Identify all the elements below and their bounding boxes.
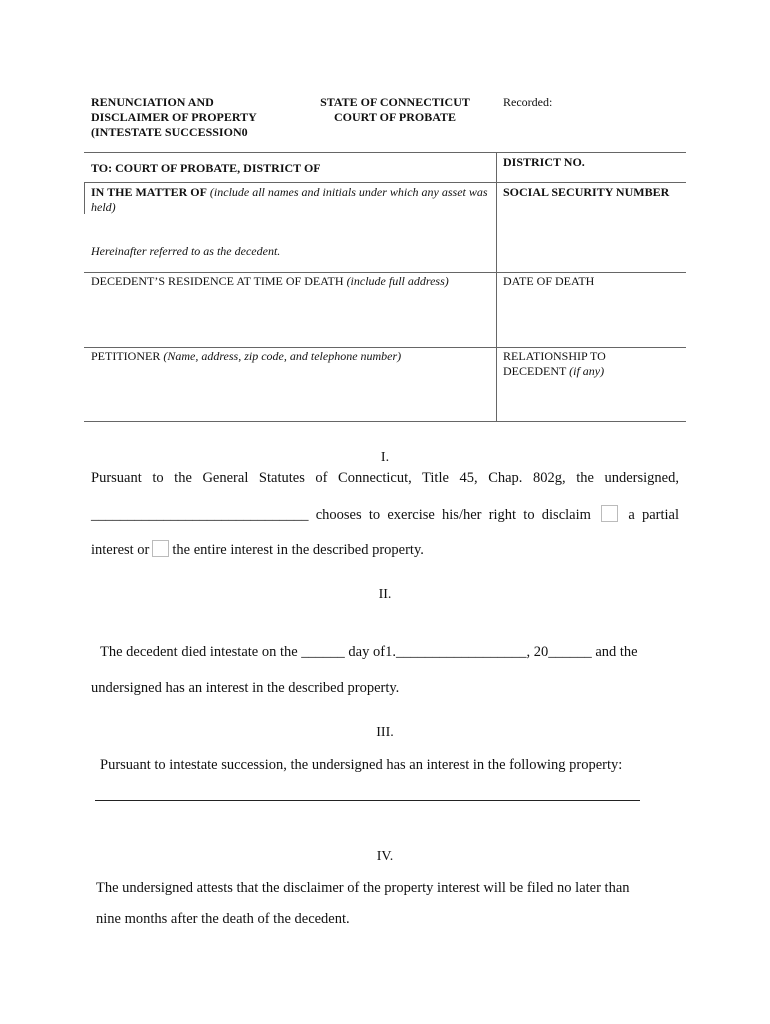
residence-hint: (include full address) — [346, 274, 449, 288]
matter-hint: (include all names and initials under which any asset was held) — [91, 185, 488, 214]
petitioner-field[interactable] — [91, 349, 401, 364]
partial-interest-checkbox[interactable] — [601, 505, 618, 522]
decedent-reference-text: Hereinafter referred to as the decedent. — [91, 244, 281, 258]
form-bottom-border — [84, 421, 686, 422]
relationship-field[interactable] — [503, 349, 653, 379]
court-heading-line-2: COURT OF PROBATE — [333, 110, 457, 124]
ssn-field[interactable]: SOCIAL SECURITY NUMBER — [503, 185, 670, 199]
property-description-line[interactable] — [95, 800, 640, 801]
form-top-border — [84, 152, 686, 153]
form-left-tick — [84, 182, 85, 214]
relationship-label: RELATIONSHIP TO DECEDENT — [503, 349, 606, 378]
section-3-line-1: Pursuant to intestate succession, the undersigned has an interest in the following property: — [100, 757, 623, 773]
form-row-divider-3 — [84, 347, 686, 348]
section-2-number: II. — [378, 587, 392, 602]
section-4-line-2: nine months after the death of the decedent. — [96, 911, 350, 927]
title-line-1: RENUNCIATION AND — [91, 95, 214, 109]
interest-or-label: interest or — [91, 542, 150, 558]
matter-field[interactable] — [91, 185, 491, 215]
disclaimant-name-blank[interactable]: ______________________________ — [91, 507, 309, 523]
section-4-line-1: The undersigned attests that the disclaimer of the property interest will be filed no later than — [96, 880, 630, 896]
residence-label: DECEDENT’S RESIDENCE AT TIME OF DEATH — [91, 274, 344, 288]
title-line-2: DISCLAIMER OF PROPERTY — [91, 110, 257, 124]
entire-interest-checkbox[interactable] — [152, 540, 169, 557]
petitioner-hint: (Name, address, zip code, and telephone number) — [163, 349, 402, 363]
residence-field[interactable] — [91, 274, 449, 289]
form-row-divider-2 — [84, 272, 686, 273]
section-2-line-2: undersigned has an interest in the described property. — [91, 680, 400, 696]
court-heading-line-1: STATE OF CONNECTICUT — [320, 95, 470, 109]
section-3-number: III. — [376, 725, 394, 740]
entire-interest-label: the entire interest in the described property. — [172, 542, 424, 558]
partial-label: a partial — [628, 507, 680, 523]
section-1-line-1: Pursuant to the General Statutes of Connecticut, Title 45, Chap. 802g, the undersigned, — [91, 470, 679, 486]
district-of-field[interactable]: TO: COURT OF PROBATE, DISTRICT OF — [91, 161, 321, 175]
court-heading — [300, 95, 490, 125]
decedent-reference — [91, 244, 280, 259]
matter-label: IN THE MATTER OF — [91, 185, 207, 199]
petitioner-label: PETITIONER — [91, 349, 161, 363]
form-title — [91, 95, 257, 140]
date-of-death-field[interactable]: DATE OF DEATH — [503, 274, 595, 288]
form-column-divider — [496, 152, 497, 421]
title-line-3: (INTESTATE SUCCESSION0 — [91, 125, 248, 139]
form-row-divider-1 — [84, 182, 686, 183]
disclaim-right-text: chooses to exercise his/her right to disclaim — [315, 507, 591, 523]
district-no-field[interactable]: DISTRICT NO. — [503, 155, 585, 169]
section-4-number: IV. — [376, 849, 394, 864]
relationship-hint: (if any) — [569, 364, 605, 378]
section-1-line-2 — [91, 505, 679, 524]
section-2-line-1[interactable]: The decedent died intestate on the ______ day of1.__________________, 20______ and the — [100, 644, 638, 660]
section-1-line-3 — [91, 540, 424, 559]
section-1-number: I. — [380, 450, 390, 465]
recorded-label: Recorded: — [503, 95, 553, 109]
